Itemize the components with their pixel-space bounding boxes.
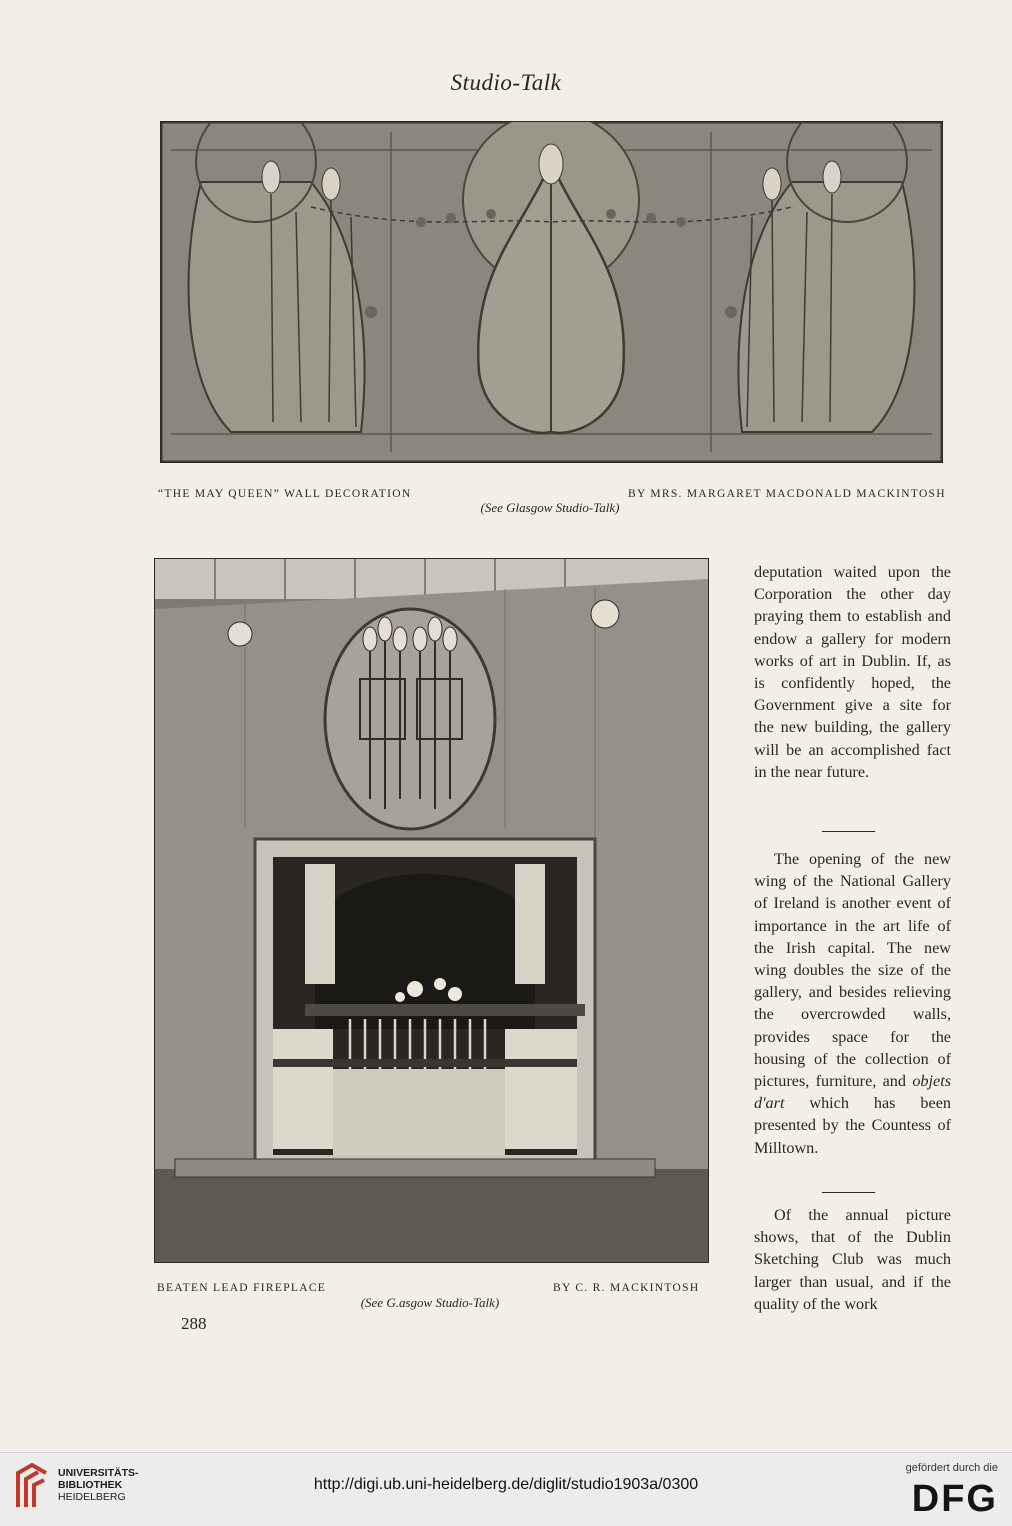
top-plate-caption-left: “THE MAY QUEEN” WALL DECORATION — [158, 488, 412, 500]
bottom-plate-subcaption: (See G.asgow Studio-Talk) — [360, 1295, 500, 1310]
bottom-plate-caption-left: BEATEN LEAD FIREPLACE — [157, 1282, 327, 1294]
section-rule-1 — [822, 831, 875, 832]
text-column-top — [754, 561, 951, 783]
page-number: 288 — [181, 1314, 207, 1333]
top-plate-caption-right: BY MRS. MARGARET MACDONALD MACKINTOSH — [628, 488, 946, 500]
library-line-1: UNIVERSITÄTS- — [58, 1467, 139, 1479]
source-url-link[interactable]: http://digi.ub.uni-heidelberg.de/diglit/studio1903a/0300 — [313, 1476, 699, 1493]
top-plate-subcaption: (See Glasgow Studio-Talk) — [480, 500, 620, 515]
text-column-middle — [754, 848, 951, 1159]
paragraph-picture-shows: Of the annual picture shows, that of the Dublin Sketching Club was much larger than usual, and if the quality of the work — [754, 1206, 951, 1313]
paragraph-deputation: deputation waited upon the Corporation the other day praying them to establish and endow a gallery for modern works of art in Dublin. If, as is confidently hoped, the Government give a site for the new building, the gallery will be an accomplished fact in the near future. — [754, 563, 951, 781]
funded-by-label: gefördert durch die — [905, 1462, 998, 1474]
library-line-3: HEIDELBERG — [58, 1491, 126, 1503]
dfg-logo: DFG — [911, 1478, 998, 1520]
running-title: Studio-Talk — [450, 70, 562, 95]
paragraph-national-gallery-end: which has been presented by the Countess of Milltown. — [754, 1094, 951, 1157]
library-line-2: BIBLIOTHEK — [58, 1479, 123, 1491]
paragraph-national-gallery-italic: objets d'art — [754, 1072, 951, 1113]
fireplace-illustration — [154, 558, 709, 1263]
digitization-footer — [0, 1452, 1012, 1526]
paragraph-national-gallery — [754, 848, 951, 1159]
section-rule-2 — [822, 1192, 875, 1193]
bottom-plate-caption-right: BY C. R. MACKINTOSH — [553, 1282, 700, 1294]
paragraph-national-gallery-text: The opening of the new wing of the National Gallery of Ireland is another event of importance in the art life of the Irish capital. The new wing doubles the size of the gallery, and besides relieving the overcrowded walls, provides space for the housing of the collection of pictures, furniture, and — [754, 850, 951, 1091]
text-column-bottom — [754, 1204, 951, 1315]
may-queen-illustration — [160, 121, 943, 463]
